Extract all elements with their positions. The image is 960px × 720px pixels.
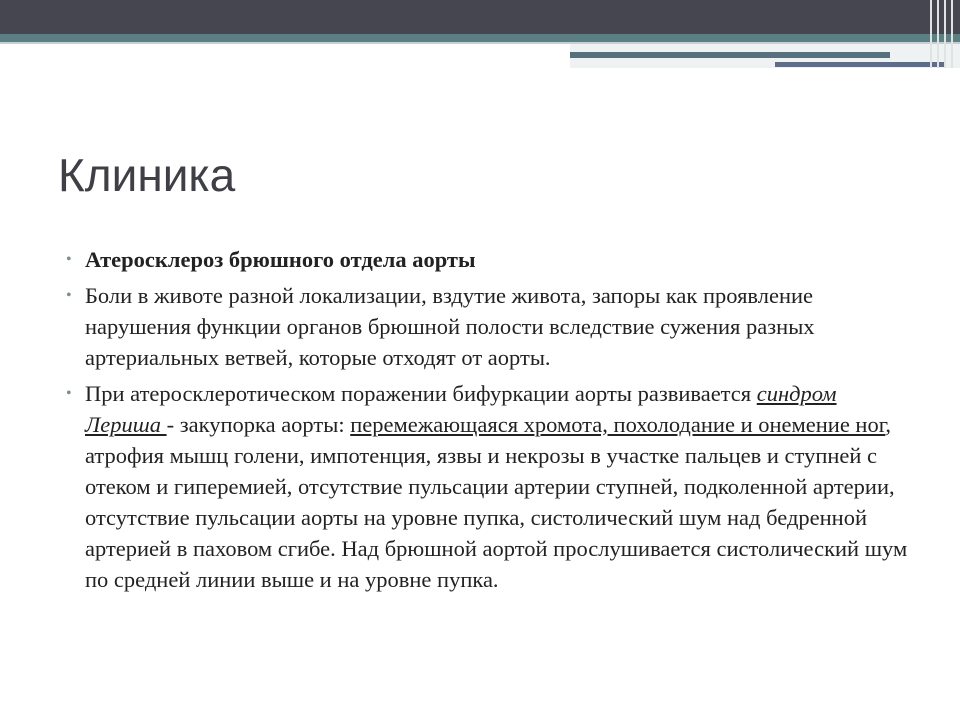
list-item-text: При атеросклеротическом поражении бифуркации аорты развивается	[85, 381, 757, 406]
decorative-bar	[570, 52, 890, 58]
list-item	[66, 280, 916, 373]
underlined-symptoms: перемежающаяся хромота, похолодание и онемение ног	[350, 412, 886, 437]
decorative-bar	[775, 62, 945, 67]
header-accent-band	[0, 34, 960, 42]
bullet-icon: •	[66, 385, 72, 402]
bullet-list	[66, 244, 916, 600]
list-item	[66, 378, 916, 595]
list-item-text: Боли в животе разной локализации, вздутие живота, запоры как проявление нарушения функции органов брюшной полости вследствие сужения разных артериальных ветвей, которые отходят от аорты.	[85, 283, 815, 370]
leriche-syndrome-link[interactable]: синдром Лериша	[85, 381, 837, 437]
header-bar	[0, 0, 960, 34]
slide-title: Клиника	[58, 149, 236, 201]
decorative-stripe	[937, 0, 939, 68]
bullet-icon: •	[66, 251, 72, 268]
list-item-text: - закупорка аорты:	[166, 412, 351, 437]
decorative-stripe	[930, 0, 932, 68]
decorative-stripe	[951, 0, 953, 68]
list-item-text: Атеросклероз брюшного отдела аорты	[85, 247, 476, 272]
decorative-stripe	[944, 0, 946, 68]
bullet-icon: •	[66, 287, 72, 304]
list-item-text: , атрофия мышц голени, импотенция, язвы и некрозы в участке пальцев и ступней с отеком и гиперемией, отсутствие пульсации артерии ступней, подколенной артерии, отсутствие пульсации аорты на уровне пупка, систолический шум над бедренной артерией в паховом сгибе. Над брюшной аортой прослушивается систолический шум по средней линии выше и на уровне пупка.	[85, 412, 908, 592]
list-item	[66, 244, 916, 275]
